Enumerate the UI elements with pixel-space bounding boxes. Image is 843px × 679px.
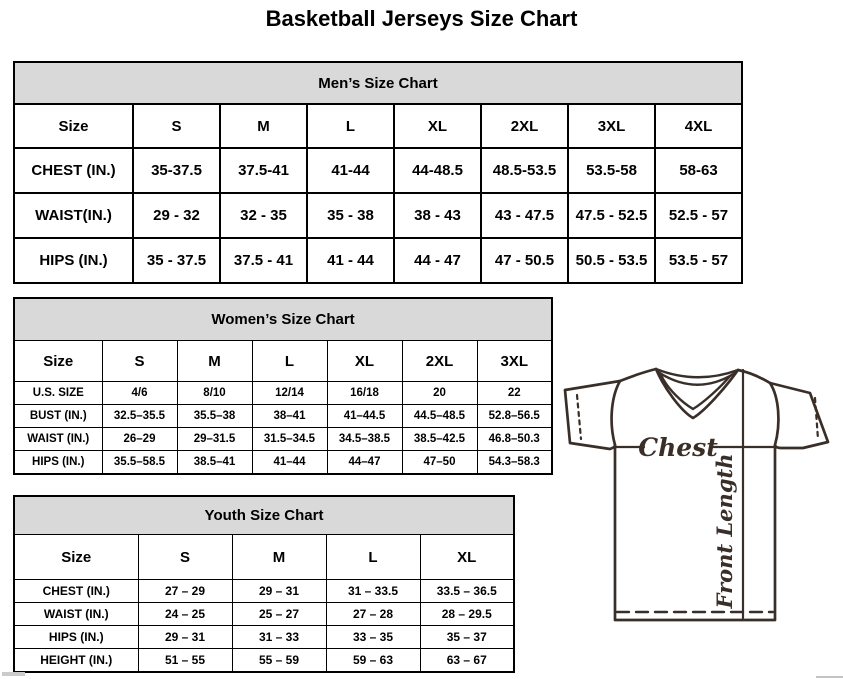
col-header: 3XL (477, 341, 552, 382)
size-value: 25 – 27 (232, 603, 326, 626)
table-header-row (14, 535, 514, 580)
size-value: 38.5–42.5 (402, 428, 477, 451)
armhole-seam-right (770, 383, 778, 445)
col-header: L (252, 341, 327, 382)
size-value: 37.5 - 41 (220, 238, 307, 283)
row-label: WAIST(IN.) (14, 193, 133, 238)
size-value: 22 (477, 382, 552, 405)
size-value: 28 – 29.5 (420, 603, 514, 626)
size-value: 52.8–56.5 (477, 405, 552, 428)
col-header: 3XL (568, 104, 655, 148)
col-header: XL (394, 104, 481, 148)
size-value: 27 – 29 (138, 580, 232, 603)
size-value: 41-44 (307, 148, 394, 193)
size-value: 63 – 67 (420, 649, 514, 673)
size-value: 35.5–38 (177, 405, 252, 428)
table-title-row (14, 62, 829, 104)
table-row (14, 626, 514, 649)
size-value: 20 (402, 382, 477, 405)
col-header: 2XL (402, 341, 477, 382)
table-row (14, 405, 552, 428)
cuff-dash-left (577, 395, 581, 439)
size-value: 33 – 35 (326, 626, 420, 649)
size-value: 29 – 31 (138, 626, 232, 649)
size-value: 31 – 33.5 (326, 580, 420, 603)
table-row (14, 193, 829, 238)
size-value: 43 - 47.5 (481, 193, 568, 238)
table-header-row (14, 104, 829, 148)
size-value: 29 – 31 (232, 580, 326, 603)
size-value: 47.5 - 52.5 (568, 193, 655, 238)
size-value: 38.5–41 (177, 451, 252, 475)
size-value: 59 – 63 (326, 649, 420, 673)
row-label: HIPS (IN.) (14, 451, 102, 475)
collar-arc (656, 369, 738, 377)
row-label: WAIST (IN.) (14, 428, 102, 451)
row-label: HEIGHT (IN.) (14, 649, 138, 673)
mens-size-table (13, 61, 830, 284)
size-value: 44.5–48.5 (402, 405, 477, 428)
col-header: 4XL (655, 104, 742, 148)
table-row (14, 382, 552, 405)
womens-size-table (13, 297, 553, 475)
size-value: 58-63 (655, 148, 742, 193)
table-header-row (14, 341, 552, 382)
row-label: CHEST (IN.) (14, 580, 138, 603)
jersey-diagram (560, 363, 832, 625)
size-value: 46.8–50.3 (477, 428, 552, 451)
size-value: 52.5 - 57 (655, 193, 742, 238)
size-value: 41–44 (252, 451, 327, 475)
col-header: M (220, 104, 307, 148)
size-value: 24 – 25 (138, 603, 232, 626)
size-value: 41–44.5 (327, 405, 402, 428)
youth-table-title: Youth Size Chart (14, 496, 514, 535)
table-title-row (14, 496, 514, 535)
size-value: 44-48.5 (394, 148, 481, 193)
table-title-row (14, 298, 552, 341)
table-row (14, 649, 514, 673)
table-row (14, 148, 829, 193)
front-length-label: Front Length (712, 453, 737, 609)
table-row (14, 580, 514, 603)
size-value: 41 - 44 (307, 238, 394, 283)
size-value: 35 - 38 (307, 193, 394, 238)
size-value: 16/18 (327, 382, 402, 405)
size-value: 50.5 - 53.5 (568, 238, 655, 283)
size-value: 47–50 (402, 451, 477, 475)
row-label: HIPS (IN.) (14, 626, 138, 649)
size-value: 35.5–58.5 (102, 451, 177, 475)
row-label: CHEST (IN.) (14, 148, 133, 193)
armhole-seam-left (612, 381, 620, 445)
col-header: XL (420, 535, 514, 580)
size-value: 35 - 37.5 (133, 238, 220, 283)
page-title: Basketball Jerseys Size Chart (265, 6, 578, 31)
size-value: 31 – 33 (232, 626, 326, 649)
col-header: M (177, 341, 252, 382)
size-value: 54.3–58.3 (477, 451, 552, 475)
col-header: L (307, 104, 394, 148)
size-value: 47 - 50.5 (481, 238, 568, 283)
size-value: 32 - 35 (220, 193, 307, 238)
col-header: M (232, 535, 326, 580)
col-header: S (133, 104, 220, 148)
size-value: 26–29 (102, 428, 177, 451)
col-header: L (326, 535, 420, 580)
size-value: 55 – 59 (232, 649, 326, 673)
youth-size-table (13, 495, 515, 673)
col-header: S (138, 535, 232, 580)
size-value: 33.5 – 36.5 (420, 580, 514, 603)
size-value: 32.5–35.5 (102, 405, 177, 428)
size-value: 35-37.5 (133, 148, 220, 193)
size-value: 27 – 28 (326, 603, 420, 626)
size-value: 31.5–34.5 (252, 428, 327, 451)
size-value: 4/6 (102, 382, 177, 405)
size-value: 51 – 55 (138, 649, 232, 673)
col-header: S (102, 341, 177, 382)
scrollbar-fragment-left (2, 672, 25, 676)
size-value: 53.5-58 (568, 148, 655, 193)
row-label: U.S. SIZE (14, 382, 102, 405)
size-value: 35 – 37 (420, 626, 514, 649)
col-header: Size (14, 341, 102, 382)
size-value: 44–47 (327, 451, 402, 475)
col-header: Size (14, 104, 133, 148)
table-row (14, 451, 552, 475)
size-value: 44 - 47 (394, 238, 481, 283)
row-label: HIPS (IN.) (14, 238, 133, 283)
table-row (14, 603, 514, 626)
mens-table-title: Men’s Size Chart (14, 62, 742, 104)
table-row (14, 428, 552, 451)
size-value: 29 - 32 (133, 193, 220, 238)
size-value: 38 - 43 (394, 193, 481, 238)
size-value: 38–41 (252, 405, 327, 428)
womens-table-title: Women’s Size Chart (14, 298, 552, 341)
row-label: WAIST (IN.) (14, 603, 138, 626)
size-value: 12/14 (252, 382, 327, 405)
row-label: BUST (IN.) (14, 405, 102, 428)
table-row (14, 238, 829, 283)
col-header: XL (327, 341, 402, 382)
size-value: 29–31.5 (177, 428, 252, 451)
size-value: 37.5-41 (220, 148, 307, 193)
col-header: 2XL (481, 104, 568, 148)
size-value: 48.5-53.5 (481, 148, 568, 193)
chest-label: Chest (638, 433, 718, 462)
size-value: 34.5–38.5 (327, 428, 402, 451)
size-value: 8/10 (177, 382, 252, 405)
size-value: 53.5 - 57 (655, 238, 742, 283)
col-header: Size (14, 535, 138, 580)
scrollbar-fragment-right (816, 676, 843, 678)
